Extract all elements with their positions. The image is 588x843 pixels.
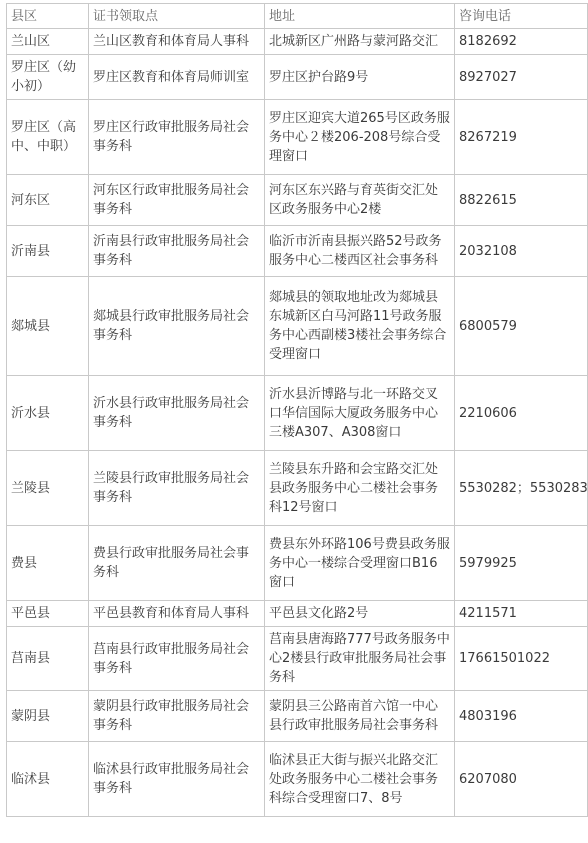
phone-cell: 6800579: [455, 277, 588, 376]
phone-cell: 6207080: [455, 742, 588, 817]
county-cell: 蒙阴县: [7, 691, 89, 742]
header-county: 县区: [7, 4, 89, 29]
phone-cell: 4211571: [455, 601, 588, 627]
address-cell: 兰陵县东升路和会宝路交汇处县政务服务中心二楼社会事务科12号窗口: [265, 451, 455, 526]
table-row: [7, 601, 588, 627]
phone-cell: 5530282；5530283: [455, 451, 588, 526]
pickup-point-cell: 兰山区教育和体育局人事科: [89, 29, 265, 55]
county-cell: 罗庄区（幼小初）: [7, 55, 89, 100]
pickup-point-cell: 临沭县行政审批服务局社会事务科: [89, 742, 265, 817]
phone-cell: 2210606: [455, 376, 588, 451]
table-row: [7, 29, 588, 55]
county-cell: 兰陵县: [7, 451, 89, 526]
phone-cell: 4803196: [455, 691, 588, 742]
phone-cell: 8822615: [455, 175, 588, 226]
table-row: [7, 55, 588, 100]
county-cell: 莒南县: [7, 627, 89, 691]
table-row: [7, 277, 588, 376]
address-cell: 罗庄区护台路9号: [265, 55, 455, 100]
table-row: [7, 175, 588, 226]
table-row: [7, 451, 588, 526]
pickup-point-cell: 罗庄区行政审批服务局社会事务科: [89, 100, 265, 175]
pickup-point-cell: 郯城县行政审批服务局社会事务科: [89, 277, 265, 376]
pickup-point-cell: 沂水县行政审批服务局社会事务科: [89, 376, 265, 451]
address-cell: 北城新区广州路与蒙河路交汇: [265, 29, 455, 55]
address-cell: 沂水县沂博路与北一环路交叉口华信国际大厦政务服务中心三楼A307、A308窗口: [265, 376, 455, 451]
table-row: [7, 100, 588, 175]
table-row: [7, 627, 588, 691]
certificate-pickup-table: [6, 3, 588, 817]
table-body: [7, 4, 588, 817]
address-cell: 蒙阴县三公路南首六馆一中心县行政审批服务局社会事务科: [265, 691, 455, 742]
county-cell: 临沭县: [7, 742, 89, 817]
pickup-point-cell: 蒙阴县行政审批服务局社会事务科: [89, 691, 265, 742]
address-cell: 临沭县正大街与振兴北路交汇处政务服务中心二楼社会事务科综合受理窗口7、8号: [265, 742, 455, 817]
table-row: [7, 226, 588, 277]
table-header-row: [7, 4, 588, 29]
address-cell: 罗庄区迎宾大道265号区政务服务中心２楼206-208号综合受理窗口: [265, 100, 455, 175]
phone-cell: 5979925: [455, 526, 588, 601]
phone-cell: 2032108: [455, 226, 588, 277]
address-cell: 临沂市沂南县振兴路52号政务服务中心二楼西区社会事务科: [265, 226, 455, 277]
address-cell: 费县东外环路106号费县政务服务中心一楼综合受理窗口B16窗口: [265, 526, 455, 601]
address-cell: 平邑县文化路2号: [265, 601, 455, 627]
pickup-point-cell: 莒南县行政审批服务局社会事务科: [89, 627, 265, 691]
address-cell: 莒南县唐海路777号政务服务中心2楼县行政审批服务局社会事务科: [265, 627, 455, 691]
phone-cell: 17661501022: [455, 627, 588, 691]
pickup-point-cell: 沂南县行政审批服务局社会事务科: [89, 226, 265, 277]
county-cell: 罗庄区（高中、中职）: [7, 100, 89, 175]
address-cell: 郯城县的领取地址改为郯城县东城新区白马河路11号政务服务中心西副楼3楼社会事务综合受理窗口: [265, 277, 455, 376]
phone-cell: 8267219: [455, 100, 588, 175]
table-row: [7, 742, 588, 817]
pickup-point-cell: 罗庄区教育和体育局师训室: [89, 55, 265, 100]
pickup-point-cell: 平邑县教育和体育局人事科: [89, 601, 265, 627]
county-cell: 沂南县: [7, 226, 89, 277]
pickup-point-cell: 河东区行政审批服务局社会事务科: [89, 175, 265, 226]
table-row: [7, 526, 588, 601]
header-address: 地址: [265, 4, 455, 29]
phone-cell: 8927027: [455, 55, 588, 100]
table-row: [7, 376, 588, 451]
phone-cell: 8182692: [455, 29, 588, 55]
table-row: [7, 691, 588, 742]
county-cell: 兰山区: [7, 29, 89, 55]
county-cell: 郯城县: [7, 277, 89, 376]
pickup-point-cell: 费县行政审批服务局社会事务科: [89, 526, 265, 601]
county-cell: 费县: [7, 526, 89, 601]
header-phone: 咨询电话: [455, 4, 588, 29]
county-cell: 河东区: [7, 175, 89, 226]
header-pickup-point: 证书领取点: [89, 4, 265, 29]
pickup-point-cell: 兰陵县行政审批服务局社会事务科: [89, 451, 265, 526]
county-cell: 平邑县: [7, 601, 89, 627]
county-cell: 沂水县: [7, 376, 89, 451]
address-cell: 河东区东兴路与育英街交汇处区政务服务中心2楼: [265, 175, 455, 226]
